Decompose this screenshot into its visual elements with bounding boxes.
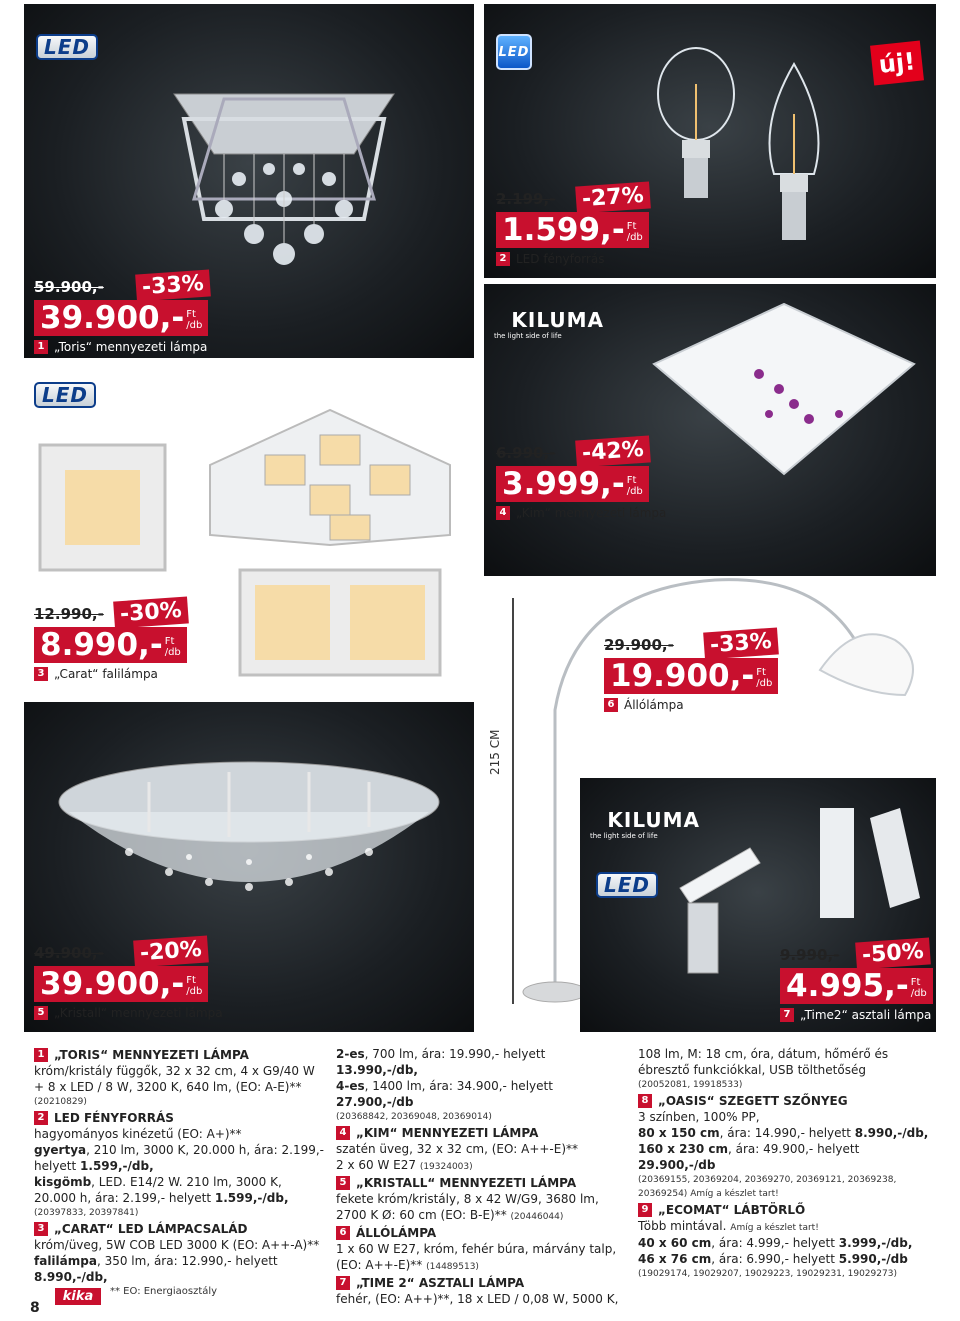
toris-lamp-image: [134, 59, 434, 289]
unit: /db: [910, 988, 927, 999]
energy-class-footnote: ** EO: Energiaosztály: [110, 1286, 218, 1297]
old-price: 6.990,-: [496, 444, 556, 462]
currency: Ft: [756, 667, 766, 678]
kika-logo: kika: [55, 1288, 101, 1305]
old-price: 29.900,-: [604, 636, 674, 654]
detail-text: 46 x 76 cm, ára: 6.990,- helyett 5.990,-/db: [638, 1252, 908, 1266]
page-number: 8: [30, 1300, 40, 1316]
new-price: [34, 300, 208, 336]
item-number: 7: [780, 1008, 794, 1022]
new-price-value: 3.999,-: [502, 466, 625, 502]
article-numbers: (19029174, 19029207, 19029223, 19029231, 19029273): [638, 1269, 897, 1279]
discount-badge: -50%: [855, 937, 931, 969]
article-numbers: (20369155, 20369204, 20369270, 20369121, 20369238, 20369254) Amíg a készlet tart!: [638, 1175, 897, 1199]
detail-text: 3 színben, 100% PP,: [638, 1110, 760, 1124]
led-bulbs-image: [644, 44, 854, 264]
detail-text: fehér, (EO: A++)**, 18 x LED / 0,08 W, 5000 K,: [336, 1292, 619, 1306]
new-price: [604, 658, 778, 694]
item-number: 1: [34, 340, 48, 354]
detail-heading: „ECOMAT“ LÁBTÖRLŐ: [658, 1203, 806, 1217]
detail-text: 108 lm, M: 18 cm, óra, dátum, hőmérő és ébresztő funkciókkal, USB tölthetőség: [638, 1047, 889, 1077]
discount-badge: -42%: [575, 435, 651, 467]
currency: Ft: [626, 475, 637, 486]
led-badge: LED: [34, 382, 96, 408]
new-price: [34, 627, 187, 663]
detail-text: 2-es, 700 lm, ára: 19.990,- helyett 13.990,-/db,: [336, 1047, 546, 1077]
detail-text: 160 x 230 cm, ára: 49.900,- helyett 29.900,-/db: [638, 1142, 860, 1172]
product-name: LED fényforrás: [516, 252, 605, 266]
detail-text: gyertya, 210 lm, 3000 K, 20.000 h, ára: 2.199,- helyett 1.599,-/db,: [34, 1143, 325, 1173]
new-price: [496, 466, 649, 502]
old-price: 2.199,-: [496, 190, 556, 208]
kristall-lamp-image: [49, 742, 449, 942]
led-badge-small: LED: [496, 34, 532, 70]
detail-text: 2 x 60 W E27 (19324003): [336, 1158, 473, 1172]
detail-heading: „TORIS“ MENNYEZETI LÁMPA: [54, 1048, 249, 1062]
unit: /db: [164, 647, 181, 658]
new-price: [496, 212, 649, 248]
kiluma-logo: KILUMA the light side of life: [494, 308, 604, 340]
discount-badge: -20%: [133, 935, 209, 967]
discount-badge: -30%: [113, 596, 189, 628]
item-number: 3: [34, 667, 48, 681]
detail-text: kisgömb, LED. E14/2 W. 210 lm, 3000 K, 20.000 h, ára: 2.199,- helyett 1.599,-/db,: [34, 1175, 289, 1205]
detail-text: Több mintával. Amíg a készlet tart!: [638, 1219, 819, 1233]
unit: /db: [186, 320, 203, 331]
new-price-value: 19.900,-: [610, 658, 755, 694]
detail-heading: ÁLLÓLÁMPA: [356, 1226, 437, 1240]
detail-heading: „OASIS“ SZEGETT SZŐNYEG: [658, 1094, 848, 1108]
article-numbers: (20368842, 20369048, 20369014): [336, 1112, 492, 1122]
currency: Ft: [626, 221, 637, 232]
kim-lamp-image: [634, 294, 924, 494]
kim-panel: [484, 284, 936, 576]
discount-badge: -27%: [575, 181, 651, 213]
led-badge: LED: [36, 34, 98, 60]
discount-badge: -33%: [703, 627, 779, 659]
height-dimension-line: [512, 598, 514, 1004]
currency: Ft: [186, 309, 196, 320]
new-price-value: 1.599,-: [502, 212, 625, 248]
product-name: „Toris“ mennyezeti lámpa: [54, 340, 208, 354]
detail-heading: „CARAT“ LED LÁMPACSALÁD: [54, 1222, 248, 1236]
item-number: 4: [496, 506, 510, 520]
old-price: 59.900,-: [34, 278, 104, 296]
article-numbers: (20397833, 20397841): [34, 1208, 139, 1218]
new-price: [34, 966, 208, 1002]
old-price: 9.990,-: [780, 946, 840, 964]
article-numbers: (20210829): [34, 1097, 87, 1107]
article-numbers: (20052081, 19918533): [638, 1080, 743, 1090]
led-badge: LED: [596, 872, 658, 898]
discount-badge: -33%: [135, 269, 211, 301]
currency: Ft: [910, 977, 921, 988]
detail-heading: „KRISTALL“ MENNYEZETI LÁMPA: [356, 1176, 577, 1190]
unit: /db: [626, 486, 643, 497]
unit: /db: [626, 232, 643, 243]
detail-text: 80 x 150 cm, ára: 14.990,- helyett 8.990,-/db,: [638, 1126, 929, 1140]
detail-text: 4-es, 1400 lm, ára: 34.900,- helyett 27.900,-/db: [336, 1079, 553, 1109]
item-number: 2: [496, 252, 510, 266]
product-name: Állólámpa: [624, 698, 684, 712]
detail-text: falilámpa, 350 lm, ára: 12.990,- helyett 8.990,-/db,: [34, 1254, 278, 1284]
detail-heading: „TIME 2“ ASZTALI LÁMPA: [356, 1276, 525, 1290]
new-price: [780, 968, 933, 1004]
detail-text: króm/kristály függők, 32 x 32 cm, 4 x G9/40 W + 8 x LED / 8 W, 3200 K, 640 lm, (EO: A-E)**: [34, 1064, 315, 1094]
detail-column-1: 1 „TORIS“ MENNYEZETI LÁMPA króm/kristály függők, 32 x 32 cm, 4 x G9/40 W + 8 x LED / 8 W, 3200 K, 640 lm, (EO: A-E)** (20210829) 2 LED FÉNYFORRÁS hagyományos kinézetű (EO: A+)** gyertya, 210 lm, 3000 K, 20.000 h, ára: 2.199,- helyett 1.599,-/db, kisgömb, LED. E14/2 W. 210 lm, 3000 K, 20.000 h, ára: 2.199,- helyett 1.599,-/db, (20397833, 20397841) 3 „CARAT“ LED LÁMPACSALÁD króm/üveg, 5W COB LED 3000 K (EO: A++-A)** falilámpa, 350 lm, ára: 12.990,- helyett 8.990,-/db,: [34, 1048, 325, 1284]
detail-heading: LED FÉNYFORRÁS: [54, 1111, 174, 1125]
new-price-value: 8.990,-: [40, 627, 163, 663]
kiluma-logo: KILUMA the light side of life: [590, 808, 700, 840]
detail-text: szatén üveg, 32 x 32 cm, (EO: A++-E)**: [336, 1142, 579, 1156]
old-price: 49.900,-: [34, 944, 104, 962]
detail-text: króm/üveg, 5W COB LED 3000 K (EO: A++-A)**: [34, 1238, 320, 1252]
product-name: „Carat“ falilámpa: [54, 667, 158, 681]
old-price: 12.990,-: [34, 605, 104, 623]
detail-text: 1 x 60 W E27, króm, fehér búra, márvány talp, (EO: A++-E)** (14489513): [336, 1242, 617, 1272]
product-name: „Kim“ mennyezeti lámpa: [516, 506, 667, 520]
new-price-value: 4.995,-: [786, 968, 909, 1004]
product-name: „Kristall“ mennyezeti lámpa: [54, 1006, 223, 1020]
new-badge: új!: [870, 40, 924, 85]
item-number: 6: [604, 698, 618, 712]
unit: /db: [186, 986, 203, 997]
item-number: 5: [34, 1006, 48, 1020]
detail-text: fekete króm/kristály, 8 x 42 W/G9, 3680 lm, 2700 K Ø: 60 cm (EO: B-E)** (20446044): [336, 1192, 599, 1222]
height-dimension-label: 215 CM: [488, 729, 502, 775]
new-price-value: 39.900,-: [40, 300, 185, 336]
product-name: „Time2“ asztali lámpa: [800, 1008, 932, 1022]
unit: /db: [756, 678, 773, 689]
detail-heading: „KIM“ MENNYEZETI LÁMPA: [356, 1126, 539, 1140]
detail-column-2: 2-es, 700 lm, ára: 19.990,- helyett 13.990,-/db, 4-es, 1400 lm, ára: 34.900,- helyett 27.900,-/db (20368842, 20369048, 20369014) 4 „KIM“ MENNYEZETI LÁMPA szatén üveg, 32 x 32 cm, (EO: A++-E)** 2 x 60 W E27 (19324003) 5 „KRISTALL“ MENNYEZETI LÁMPA fekete króm/kristály, 8 x 42 W/G9, 3680 lm, 2700 K Ø: 60 cm (EO: B-E)** (20446044) 6 ÁLLÓLÁMPA 1 x 60 W E27, króm, fehér búra, márvány talp, (EO: A++-E)** (14489513) 7 „TIME 2“ ASZTALI LÁMPA fehér, (EO: A++)**, 18 x LED / 0,08 W, 5000 K,: [336, 1046, 626, 1307]
detail-text: hagyományos kinézetű (EO: A+)**: [34, 1127, 242, 1141]
new-price-value: 39.900,-: [40, 966, 185, 1002]
detail-text: 40 x 60 cm, ára: 4.999,- helyett 3.999,-/db,: [638, 1236, 913, 1250]
currency: Ft: [164, 636, 175, 647]
currency: Ft: [186, 975, 196, 986]
detail-column-3: 108 lm, M: 18 cm, óra, dátum, hőmérő és ébresztő funkciókkal, USB tölthetőség (20052081, 19918533) 8 „OASIS“ SZEGETT SZŐNYEG 3 színben, 100% PP, 80 x 150 cm, ára: 14.990,- helyett 8.990,-/db, 160 x 230 cm, ára: 49.900,- helyett 29.900,-/db (20369155, 20369204, 20369270, 20369121, 20369238, 20369254) Amíg a készlet tart! 9 „ECOMAT“ LÁBTÖRLŐ Több mintával. Amíg a készlet tart! 40 x 60 cm, ára: 4.999,- helyett 3.999,-/db, 46 x 76 cm, ára: 6.990,- helyett 5.990,-/db (19029174, 19029207, 19029223, 19029231, 19029273): [638, 1047, 929, 1279]
